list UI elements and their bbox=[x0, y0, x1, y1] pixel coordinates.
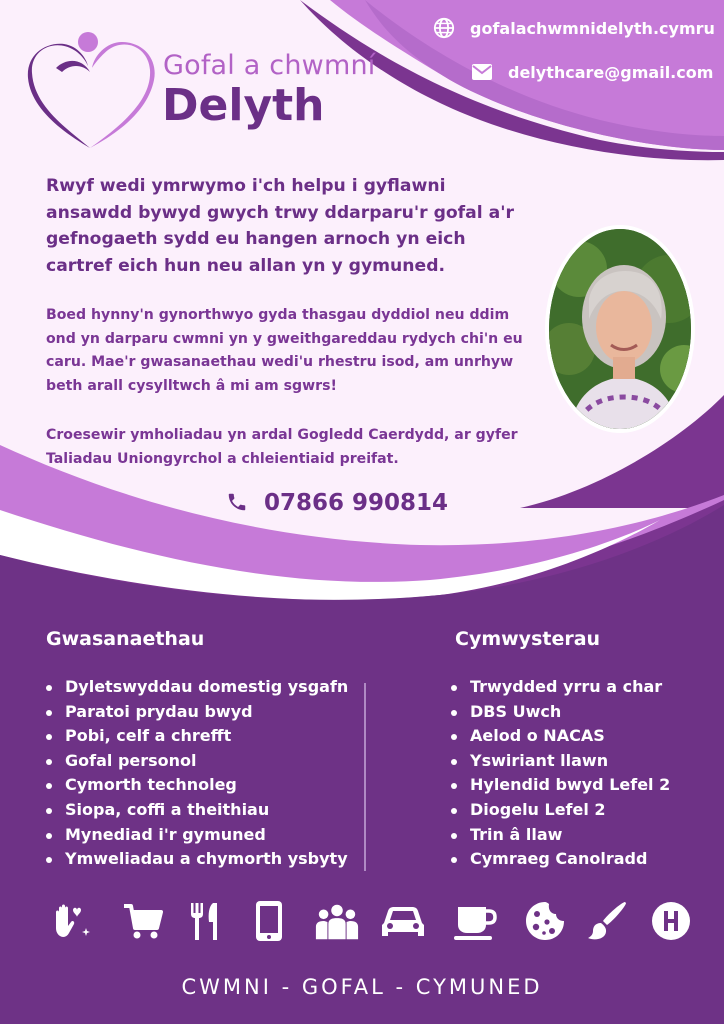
list-item: Pobi, celf a chrefft bbox=[45, 724, 348, 749]
column-divider bbox=[364, 683, 366, 871]
list-item: Yswiriant llawn bbox=[450, 749, 670, 774]
list-item: Ymweliadau a chymorth ysbyty bbox=[45, 847, 348, 872]
services-list bbox=[45, 675, 348, 872]
coffee-cup-icon bbox=[452, 898, 498, 944]
qualifications-title: Cymwysterau bbox=[455, 628, 601, 650]
cutlery-icon bbox=[182, 898, 228, 944]
area-paragraph: Croesewir ymholiadau yn ardal Gogledd Caerdydd, ar gyfer Taliadau Uniongyrchol a chleientiaid preifat. bbox=[46, 427, 518, 467]
services-title: Gwasanaethau bbox=[46, 628, 205, 650]
list-item: Cymraeg Canolradd bbox=[450, 847, 670, 872]
shopping-cart-icon bbox=[120, 898, 166, 944]
list-item: Aelod o NACAS bbox=[450, 724, 670, 749]
phone-icon bbox=[226, 491, 250, 515]
tagline: CWMNI - GOFAL - CYMUNED bbox=[181, 975, 543, 999]
heart-logo bbox=[26, 28, 156, 153]
website-link[interactable] bbox=[432, 13, 715, 43]
brand-name-main: Delyth bbox=[162, 80, 325, 131]
paintbrush-icon bbox=[584, 898, 630, 944]
care-hands-icon bbox=[48, 898, 94, 944]
qualifications-list bbox=[450, 675, 670, 872]
hospital-icon bbox=[648, 898, 694, 944]
list-item: Trin â llaw bbox=[450, 823, 670, 848]
intro-text: Rwyf wedi ymrwymo i'ch helpu i gyflawni ansawdd bywyd gwych trwy ddarparu'r gofal a'r gefnogaeth sydd eu hangen arnoch yn eich cartref eich hun neu allan yn y gymuned. bbox=[46, 176, 514, 276]
list-item: Gofal personol bbox=[45, 749, 348, 774]
phone-contact[interactable] bbox=[226, 490, 448, 516]
brand-name-top: Gofal a chwmní bbox=[163, 50, 376, 81]
list-item: Siopa, coffi a theithiau bbox=[45, 798, 348, 823]
list-item: Paratoi prydau bwyd bbox=[45, 700, 348, 725]
list-item: DBS Uwch bbox=[450, 700, 670, 725]
portrait-photo bbox=[545, 225, 695, 433]
email-link[interactable] bbox=[470, 57, 713, 87]
car-icon bbox=[380, 898, 426, 944]
list-item: Mynediad i'r gymuned bbox=[45, 823, 348, 848]
list-item: Dyletswyddau domestig ysgafn bbox=[45, 675, 348, 700]
envelope-icon bbox=[470, 60, 494, 84]
description-paragraph: Boed hynny'n gynorthwyo gyda thasgau dyddiol neu ddim ond yn darparu cwmni yn y gweithgareddau rydych chi'n eu caru. Mae'r gwasanaethau wedi'u rhestru isod, am unrhyw beth arall cysylltwch â mi am sgwrs! bbox=[46, 307, 523, 394]
email-text: delythcare@gmail.com bbox=[508, 62, 714, 82]
phone-number: 07866 990814 bbox=[264, 490, 449, 516]
list-item: Diogelu Lefel 2 bbox=[450, 798, 670, 823]
mobile-phone-icon bbox=[246, 898, 292, 944]
list-item: Hylendid bwyd Lefel 2 bbox=[450, 773, 670, 798]
cookie-icon bbox=[522, 898, 568, 944]
list-item: Trwydded yrru a char bbox=[450, 675, 670, 700]
service-icons-row bbox=[48, 898, 694, 946]
globe-icon bbox=[432, 16, 456, 40]
community-icon bbox=[314, 898, 360, 944]
list-item: Cymorth technoleg bbox=[45, 773, 348, 798]
website-text: gofalachwmnidelyth.cymru bbox=[470, 18, 715, 38]
